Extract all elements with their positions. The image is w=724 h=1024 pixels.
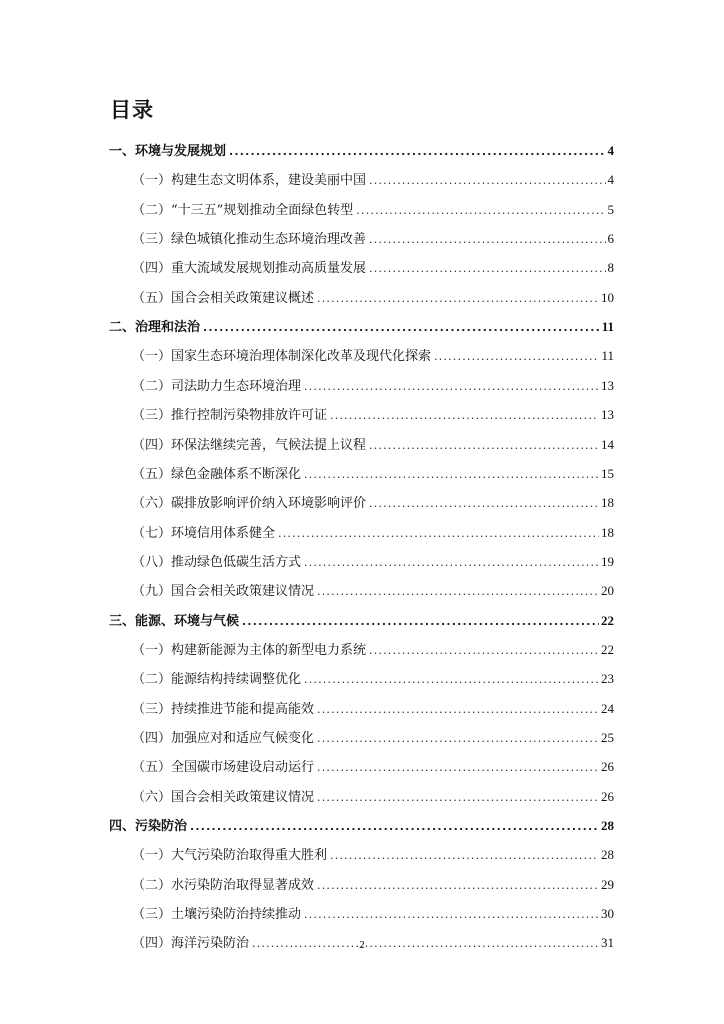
toc-entry-title: （八）推动绿色低碳生活方式 xyxy=(132,555,302,570)
toc-entry-page: 14 xyxy=(601,437,614,452)
toc-entry-page: 4 xyxy=(607,143,614,158)
toc-entry-page: 15 xyxy=(601,466,614,481)
toc-subsection-entry[interactable] xyxy=(132,230,614,248)
toc-dot-leader xyxy=(369,260,605,278)
toc-entry-title: （三）绿色城镇化推动生态环境治理改善 xyxy=(132,232,367,247)
toc-dot-leader xyxy=(369,495,599,513)
toc-dot-leader xyxy=(369,172,605,190)
toc-entry-title: （二）水污染防治取得显著成效 xyxy=(132,878,315,893)
toc-entry-title: （六）碳排放影响评价纳入环境影响评价 xyxy=(132,496,367,511)
toc-dot-leader xyxy=(317,789,599,807)
toc-dot-leader xyxy=(330,847,599,865)
toc-subsection-entry[interactable] xyxy=(132,758,614,776)
toc-entry-page: 11 xyxy=(601,319,614,334)
toc-subsection-entry[interactable] xyxy=(132,582,614,600)
toc-entry-title: （九）国合会相关政策建议情况 xyxy=(132,584,315,599)
toc-entry-title: （一）大气污染防治取得重大胜利 xyxy=(132,848,328,863)
toc-entry-page: 4 xyxy=(607,172,614,187)
toc-dot-leader xyxy=(369,642,599,660)
toc-entry-title: （六）国合会相关政策建议情况 xyxy=(132,790,315,805)
toc-subsection-entry[interactable] xyxy=(132,670,614,688)
toc-entry-title: （一）构建生态文明体系，建设美丽中国 xyxy=(132,173,367,188)
toc-dot-leader xyxy=(369,437,599,455)
toc-entry-title: 三、能源、环境与气候 xyxy=(109,614,240,629)
toc-subsection-entry[interactable] xyxy=(132,436,614,454)
toc-entry-title: （二）能源结构持续调整优化 xyxy=(132,672,302,687)
toc-dot-leader xyxy=(304,466,599,484)
toc-subsection-entry[interactable] xyxy=(132,377,614,395)
toc-entry-title: （四）环保法继续完善，气候法提上议程 xyxy=(132,438,367,453)
toc-entry-page: 26 xyxy=(601,759,614,774)
toc-subsection-entry[interactable] xyxy=(132,465,614,483)
toc-entry-title: （一）构建新能源为主体的新型电力系统 xyxy=(132,643,367,658)
toc-entry-page: 29 xyxy=(601,877,614,892)
toc-dot-leader xyxy=(304,906,599,924)
toc-section-entry[interactable] xyxy=(109,612,614,630)
toc-dot-leader xyxy=(330,407,599,425)
toc-entry-title: 二、治理和法治 xyxy=(109,320,201,335)
toc-title: 目录 xyxy=(110,98,154,122)
toc-subsection-entry[interactable] xyxy=(132,553,614,571)
toc-dot-leader xyxy=(278,525,599,543)
toc-entry-page: 13 xyxy=(601,407,614,422)
toc-entry-title: （二）“十三五”规划推动全面绿色转型 xyxy=(132,203,354,218)
toc-entry-page: 8 xyxy=(607,260,614,275)
toc-entry-page: 28 xyxy=(601,818,614,833)
toc-dot-leader xyxy=(317,759,599,777)
toc-entry-page: 30 xyxy=(601,906,614,921)
toc-entry-title: （五）国合会相关政策建议概述 xyxy=(132,291,315,306)
toc-dot-leader xyxy=(317,877,599,895)
toc-dot-leader xyxy=(317,583,599,601)
toc-entry-title: 四、污染防治 xyxy=(109,819,188,834)
toc-entry-title: （四）加强应对和适应气候变化 xyxy=(132,731,315,746)
toc-subsection-entry[interactable] xyxy=(132,201,614,219)
toc-dot-leader xyxy=(317,701,599,719)
toc-entry-page: 18 xyxy=(601,495,614,510)
toc-subsection-entry[interactable] xyxy=(132,729,614,747)
toc-entry-page: 18 xyxy=(601,525,614,540)
toc-dot-leader xyxy=(434,348,599,366)
toc-entry-title: （二）司法助力生态环境治理 xyxy=(132,379,302,394)
toc-dot-leader xyxy=(190,818,599,836)
toc-dot-leader xyxy=(369,231,605,249)
toc-entry-page: 10 xyxy=(601,290,614,305)
toc-subsection-entry[interactable] xyxy=(132,347,614,365)
toc-subsection-entry[interactable] xyxy=(132,494,614,512)
toc-subsection-entry[interactable] xyxy=(132,259,614,277)
toc-entry-page: 25 xyxy=(601,730,614,745)
toc-dot-leader xyxy=(304,671,599,689)
toc-entry-page: 28 xyxy=(601,847,614,862)
toc-subsection-entry[interactable] xyxy=(132,788,614,806)
toc-dot-leader xyxy=(229,143,605,161)
toc-subsection-entry[interactable] xyxy=(132,700,614,718)
toc-subsection-entry[interactable] xyxy=(132,641,614,659)
toc-dot-leader xyxy=(317,290,599,308)
toc-subsection-entry[interactable] xyxy=(132,289,614,307)
toc-dot-leader xyxy=(242,613,599,631)
toc-entry-page: 22 xyxy=(601,642,614,657)
toc-entry-page: 20 xyxy=(601,583,614,598)
toc-entry-title: 一、环境与发展规划 xyxy=(109,144,227,159)
toc-section-entry[interactable] xyxy=(109,318,614,336)
toc-subsection-entry[interactable] xyxy=(132,524,614,542)
toc-entry-page: 19 xyxy=(601,554,614,569)
toc-dot-leader xyxy=(203,319,600,337)
toc-entry-page: 11 xyxy=(601,348,614,363)
page-number: 2 xyxy=(359,939,365,951)
toc-entry-title: （四）海洋污染防治 xyxy=(132,936,250,951)
toc-dot-leader xyxy=(356,202,605,220)
toc-entry-title: （五）全国碳市场建设启动运行 xyxy=(132,760,315,775)
toc-entry-title: （三）推行控制污染物排放许可证 xyxy=(132,408,328,423)
toc-entry-title: （一）国家生态环境治理体制深化改革及现代化探索 xyxy=(132,349,432,364)
toc-subsection-entry[interactable] xyxy=(132,406,614,424)
toc-entry-title: （三）持续推进节能和提高能效 xyxy=(132,702,315,717)
toc-entry-page: 26 xyxy=(601,789,614,804)
toc-entry-title: （七）环境信用体系健全 xyxy=(132,526,276,541)
toc-section-entry[interactable] xyxy=(109,817,614,835)
toc-subsection-entry[interactable] xyxy=(132,846,614,864)
toc-dot-leader xyxy=(317,730,599,748)
toc-entry-page: 13 xyxy=(601,378,614,393)
toc-entry-page: 23 xyxy=(601,671,614,686)
toc-entry-page: 6 xyxy=(607,231,614,246)
toc-entry-page: 24 xyxy=(601,701,614,716)
toc-entry-page: 22 xyxy=(601,613,614,628)
toc-section-entry[interactable] xyxy=(109,142,614,160)
toc-subsection-entry[interactable] xyxy=(132,905,614,923)
toc-entry-page: 5 xyxy=(607,202,614,217)
toc-subsection-entry[interactable] xyxy=(132,171,614,189)
toc-entry-title: （三）土壤污染防治持续推动 xyxy=(132,907,302,922)
toc-entry-page: 31 xyxy=(601,935,614,950)
toc-dot-leader xyxy=(304,554,599,572)
toc-entry-title: （五）绿色金融体系不断深化 xyxy=(132,467,302,482)
toc-dot-leader xyxy=(304,378,599,396)
toc-subsection-entry[interactable] xyxy=(132,876,614,894)
toc-entry-title: （四）重大流域发展规划推动高质量发展 xyxy=(132,261,367,276)
